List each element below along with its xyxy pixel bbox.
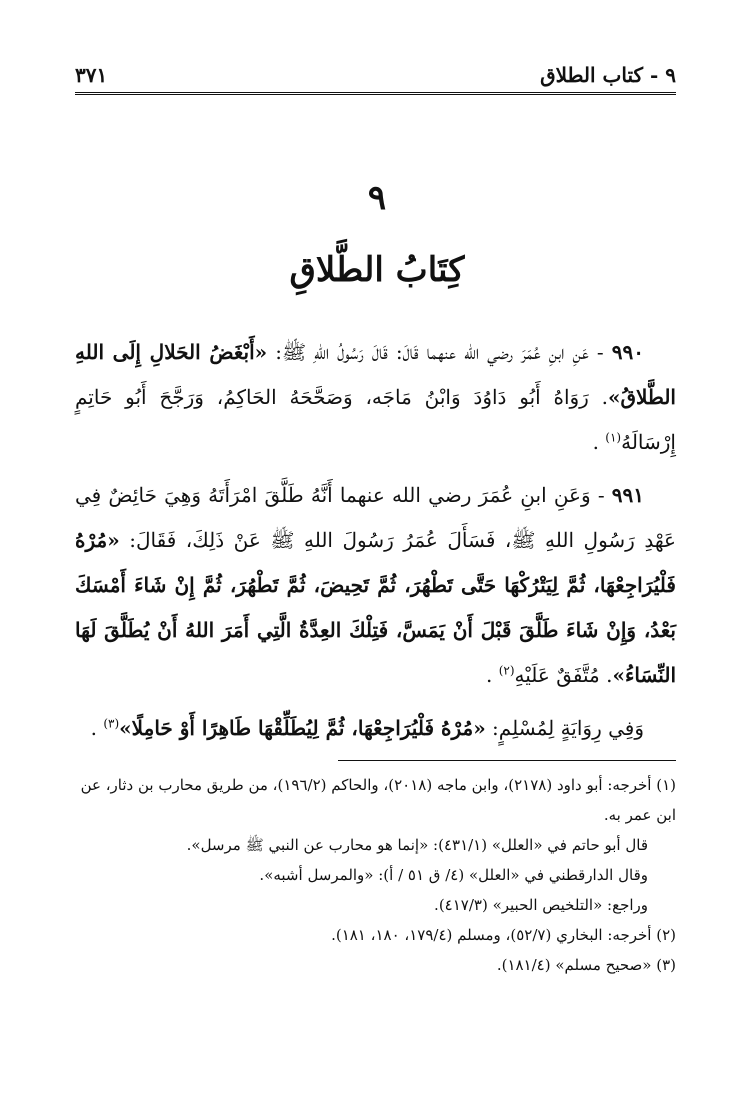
hadith-tail: . مُتَّفَقٌ عَلَيْهِ — [514, 663, 613, 687]
hadith-quote: «مُرْهُ فَلْيُرَاجِعْهَا، ثُمَّ لِيُطَلِّقْهَا طَاهِرًا أَوْ حَامِلًا» — [119, 716, 486, 740]
footnote: (٣) «صحيح مسلم» (١٨١/٤). — [496, 956, 676, 974]
page-number: ٣٧١ — [75, 63, 108, 87]
hadith-end: . — [485, 663, 499, 687]
hadith-number: ٩٩١ — [611, 483, 645, 507]
footnote: قال أبو حاتم في «العلل» (٤٣١/١): «إنما هو محارب عن النبي ﷺ مرسل». — [186, 836, 648, 854]
footnote-marker: (١) — [605, 430, 622, 445]
hadith-paragraph — [75, 473, 676, 698]
footnote-rule — [338, 760, 676, 761]
footnotes — [75, 770, 676, 980]
main-text — [75, 330, 676, 759]
hadith-lead: وَفِي رِوَايَةٍ لِمُسْلِمٍ: — [485, 716, 644, 740]
header-rule — [75, 92, 676, 95]
hadith-lead: - عَنِ ابنِ عُمَرَ رضي الله عنهما قَالَ: قَالَ رَسُولُ اللهِ ﷺ: — [267, 340, 612, 364]
footnote: (٢) أخرجه: البخاري (٥٢/٧)، ومسلم (١٧٩/٤، ١٨٠، ١٨١). — [331, 926, 676, 944]
chapter-number: ٩ — [367, 178, 387, 218]
footnote-marker: (٢) — [498, 663, 515, 678]
footnote-marker: (٣) — [103, 716, 120, 731]
hadith-end: . — [90, 716, 104, 740]
hadith-paragraph — [75, 330, 676, 465]
footnote: (١) أخرجه: أبو داود (٢١٧٨)، وابن ماجه (٢٠١٨)، والحاكم (١٩٦/٢)، من طريق محارب بن دثار، عن ابن عمر به. — [80, 776, 676, 824]
hadith-quote: «مُرْهُ فَلْيُرَاجِعْهَا، ثُمَّ لِيَتْرُكْهَا حَتَّى تَطْهُرَ، ثُمَّ تَحِيضَ، ثُمَّ تَطْهُرَ، ثُمَّ إِنْ شَاءَ أَمْسَكَ بَعْدُ، وَإِنْ شَاءَ طَلَّقَ قَبْلَ أَنْ يَمَسَّ، فَتِلْكَ العِدَّةُ الَّتِي أَمَرَ اللهُ أَنْ يُطَلَّقَ لَهَا النِّسَاءُ» — [75, 528, 676, 687]
chapter-title: كِتَابُ الطَّلاقِ — [289, 250, 465, 290]
hadith-quote: «أَبْغَضُ الحَلالِ إِلَى اللهِ الطَّلاقُ» — [75, 340, 676, 409]
footnote: وقال الدارقطني في «العلل» (٤/ ق ٥١ / أ): «والمرسل أشبه». — [259, 866, 648, 884]
hadith-paragraph — [75, 706, 676, 751]
hadith-end: . — [592, 430, 606, 454]
hadith-number: ٩٩٠ — [611, 340, 644, 364]
chapter-reference: ٩ - كتاب الطلاق — [540, 63, 676, 87]
hadith-lead: - وَعَنِ ابنِ عُمَرَ رضي الله عنهما أَنَّهُ طَلَّقَ امْرَأَتَهُ وَهِيَ حَائِضٌ فِي عَهْدِ رَسُولِ اللهِ ﷺ، فَسَأَلَ عُمَرُ رَسُولَ اللهِ ﷺ عَنْ ذَلِكَ، فَقَالَ: — [75, 483, 676, 552]
running-header — [75, 60, 676, 90]
hadith-tail: . رَوَاهُ أَبُو دَاوُدَ وَابْنُ مَاجَه، وَصَحَّحَهُ الحَاكِمُ، وَرَجَّحَ أَبُو حَاتِمٍ إِرْسَالَهُ — [75, 385, 676, 454]
footnote: وراجع: «التلخيص الحبير» (٤١٧/٣). — [434, 896, 648, 914]
